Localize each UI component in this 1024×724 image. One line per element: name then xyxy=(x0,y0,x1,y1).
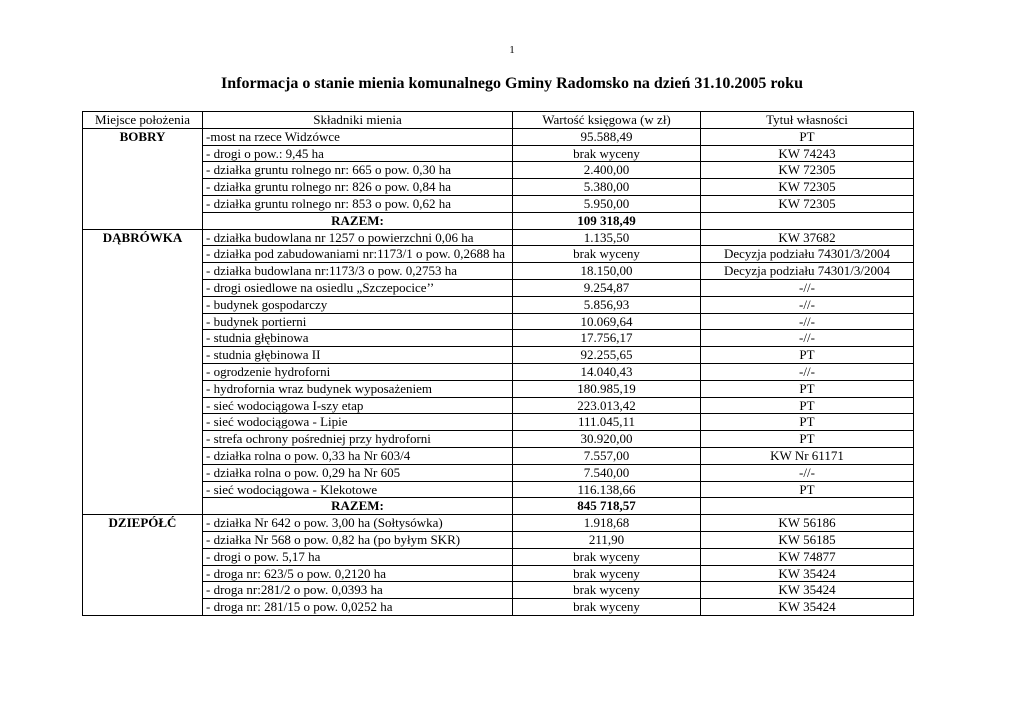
table-row xyxy=(83,414,914,431)
book-value-cell: 30.920,00 xyxy=(513,431,701,448)
book-value-cell: 1.918,68 xyxy=(513,515,701,532)
table-row xyxy=(83,515,914,532)
ownership-title-cell: PT xyxy=(701,128,914,145)
component-cell: - działka budowlana nr 1257 o powierzchni 0,06 ha xyxy=(203,229,513,246)
table-row xyxy=(83,431,914,448)
component-cell: - budynek portierni xyxy=(203,313,513,330)
component-cell: - działka gruntu rolnego nr: 665 o pow. 0,30 ha xyxy=(203,162,513,179)
ownership-title-cell: KW 35424 xyxy=(701,582,914,599)
book-value-cell: 9.254,87 xyxy=(513,279,701,296)
table-row xyxy=(83,548,914,565)
component-cell: - działka budowlana nr:1173/3 o pow. 0,2753 ha xyxy=(203,263,513,280)
table-header-row xyxy=(83,112,914,129)
book-value-cell: 10.069,64 xyxy=(513,313,701,330)
component-cell: - droga nr: 623/5 o pow. 0,2120 ha xyxy=(203,565,513,582)
total-value: 845 718,57 xyxy=(513,498,701,515)
component-cell: - droga nr: 281/15 o pow. 0,0252 ha xyxy=(203,599,513,616)
property-table xyxy=(82,111,914,616)
component-cell: - działka gruntu rolnego nr: 826 o pow. 0,84 ha xyxy=(203,179,513,196)
book-value-cell: 5.950,00 xyxy=(513,195,701,212)
total-label: RAZEM: xyxy=(203,212,513,229)
ownership-title-cell: KW 56185 xyxy=(701,531,914,548)
table-row xyxy=(83,347,914,364)
book-value-cell: brak wyceny xyxy=(513,548,701,565)
component-cell: - drogi osiedlowe na osiedlu „Szczepocice’’ xyxy=(203,279,513,296)
component-cell: - drogi o pow. 5,17 ha xyxy=(203,548,513,565)
component-cell: - sieć wodociągowa - Klekotowe xyxy=(203,481,513,498)
ownership-title-cell: PT xyxy=(701,414,914,431)
component-cell: - studnia głębinowa II xyxy=(203,347,513,364)
book-value-cell: 95.588,49 xyxy=(513,128,701,145)
total-value: 109 318,49 xyxy=(513,212,701,229)
table-row xyxy=(83,531,914,548)
header-ownership-title: Tytuł własności xyxy=(701,112,914,129)
table-row xyxy=(83,380,914,397)
table-row xyxy=(83,565,914,582)
book-value-cell: 180.985,19 xyxy=(513,380,701,397)
book-value-cell: brak wyceny xyxy=(513,565,701,582)
ownership-title-cell: KW 72305 xyxy=(701,179,914,196)
book-value-cell: 7.540,00 xyxy=(513,464,701,481)
table-row xyxy=(83,179,914,196)
component-cell: - sieć wodociągowa I-szy etap xyxy=(203,397,513,414)
book-value-cell: 223.013,42 xyxy=(513,397,701,414)
ownership-title-cell: KW 37682 xyxy=(701,229,914,246)
table-row xyxy=(83,599,914,616)
component-cell: - hydrofornia wraz budynek wyposażeniem xyxy=(203,380,513,397)
component-cell: - działka rolna o pow. 0,29 ha Nr 605 xyxy=(203,464,513,481)
book-value-cell: 211,90 xyxy=(513,531,701,548)
table-row xyxy=(83,464,914,481)
component-cell: - działka pod zabudowaniami nr:1173/1 o pow. 0,2688 ha xyxy=(203,246,513,263)
table-row xyxy=(83,145,914,162)
component-cell: - działka rolna o pow. 0,33 ha Nr 603/4 xyxy=(203,447,513,464)
ownership-title-cell: KW 72305 xyxy=(701,162,914,179)
table-row xyxy=(83,229,914,246)
total-row xyxy=(83,212,914,229)
ownership-title-cell: KW 35424 xyxy=(701,599,914,616)
book-value-cell: brak wyceny xyxy=(513,582,701,599)
book-value-cell: 111.045,11 xyxy=(513,414,701,431)
table-row xyxy=(83,263,914,280)
header-place: Miejsce położenia xyxy=(83,112,203,129)
table-row xyxy=(83,128,914,145)
ownership-title-cell: PT xyxy=(701,481,914,498)
book-value-cell: 18.150,00 xyxy=(513,263,701,280)
table-row xyxy=(83,279,914,296)
table-row xyxy=(83,582,914,599)
ownership-title-cell: -//- xyxy=(701,296,914,313)
ownership-title-cell: KW 74243 xyxy=(701,145,914,162)
ownership-title-cell: -//- xyxy=(701,330,914,347)
book-value-cell: 5.856,93 xyxy=(513,296,701,313)
header-components: Składniki mienia xyxy=(203,112,513,129)
component-cell: - działka Nr 568 o pow. 0,82 ha (po byłym SKR) xyxy=(203,531,513,548)
component-cell: - działka gruntu rolnego nr: 853 o pow. 0,62 ha xyxy=(203,195,513,212)
ownership-title-cell: KW 74877 xyxy=(701,548,914,565)
place-name: DZIEPÓŁĆ xyxy=(83,515,203,616)
ownership-title-cell: Decyzja podziału 74301/3/2004 xyxy=(701,263,914,280)
ownership-title-cell: Decyzja podziału 74301/3/2004 xyxy=(701,246,914,263)
ownership-title-cell: PT xyxy=(701,380,914,397)
component-cell: - działka Nr 642 o pow. 3,00 ha (Sołtysówka) xyxy=(203,515,513,532)
component-cell: - droga nr:281/2 o pow. 0,0393 ha xyxy=(203,582,513,599)
table-row xyxy=(83,363,914,380)
ownership-title-cell: KW Nr 61171 xyxy=(701,447,914,464)
book-value-cell: brak wyceny xyxy=(513,246,701,263)
component-cell: -most na rzece Widzówce xyxy=(203,128,513,145)
component-cell: - drogi o pow.: 9,45 ha xyxy=(203,145,513,162)
ownership-title-cell: -//- xyxy=(701,313,914,330)
component-cell: - sieć wodociągowa - Lipie xyxy=(203,414,513,431)
table-row xyxy=(83,313,914,330)
place-name: DĄBRÓWKA xyxy=(83,229,203,515)
table-row xyxy=(83,330,914,347)
table-row xyxy=(83,296,914,313)
table-row xyxy=(83,246,914,263)
place-name: BOBRY xyxy=(83,128,203,229)
ownership-title-cell: KW 56186 xyxy=(701,515,914,532)
table-row xyxy=(83,162,914,179)
ownership-title-cell: -//- xyxy=(701,279,914,296)
header-book-value: Wartość księgowa (w zł) xyxy=(513,112,701,129)
total-row xyxy=(83,498,914,515)
book-value-cell: 5.380,00 xyxy=(513,179,701,196)
table-row xyxy=(83,481,914,498)
ownership-title-cell: KW 72305 xyxy=(701,195,914,212)
ownership-title-cell: -//- xyxy=(701,363,914,380)
ownership-title-cell: PT xyxy=(701,431,914,448)
page-number: 1 xyxy=(509,44,515,56)
ownership-title-cell: PT xyxy=(701,347,914,364)
component-cell: - studnia głębinowa xyxy=(203,330,513,347)
book-value-cell: 2.400,00 xyxy=(513,162,701,179)
ownership-title-cell: -//- xyxy=(701,464,914,481)
ownership-title-cell: KW 35424 xyxy=(701,565,914,582)
book-value-cell: 7.557,00 xyxy=(513,447,701,464)
total-label: RAZEM: xyxy=(203,498,513,515)
book-value-cell: 92.255,65 xyxy=(513,347,701,364)
book-value-cell: brak wyceny xyxy=(513,599,701,616)
table-body xyxy=(83,128,914,615)
total-title-empty xyxy=(701,498,914,515)
book-value-cell: 116.138,66 xyxy=(513,481,701,498)
table-row xyxy=(83,195,914,212)
book-value-cell: 1.135,50 xyxy=(513,229,701,246)
component-cell: - budynek gospodarczy xyxy=(203,296,513,313)
book-value-cell: 14.040,43 xyxy=(513,363,701,380)
table-row xyxy=(83,447,914,464)
ownership-title-cell: PT xyxy=(701,397,914,414)
table-row xyxy=(83,397,914,414)
component-cell: - strefa ochrony pośredniej przy hydroforni xyxy=(203,431,513,448)
component-cell: - ogrodzenie hydroforni xyxy=(203,363,513,380)
book-value-cell: 17.756,17 xyxy=(513,330,701,347)
book-value-cell: brak wyceny xyxy=(513,145,701,162)
document-title: Informacja o stanie mienia komunalnego Gminy Radomsko na dzień 31.10.2005 roku xyxy=(221,75,803,92)
total-title-empty xyxy=(701,212,914,229)
